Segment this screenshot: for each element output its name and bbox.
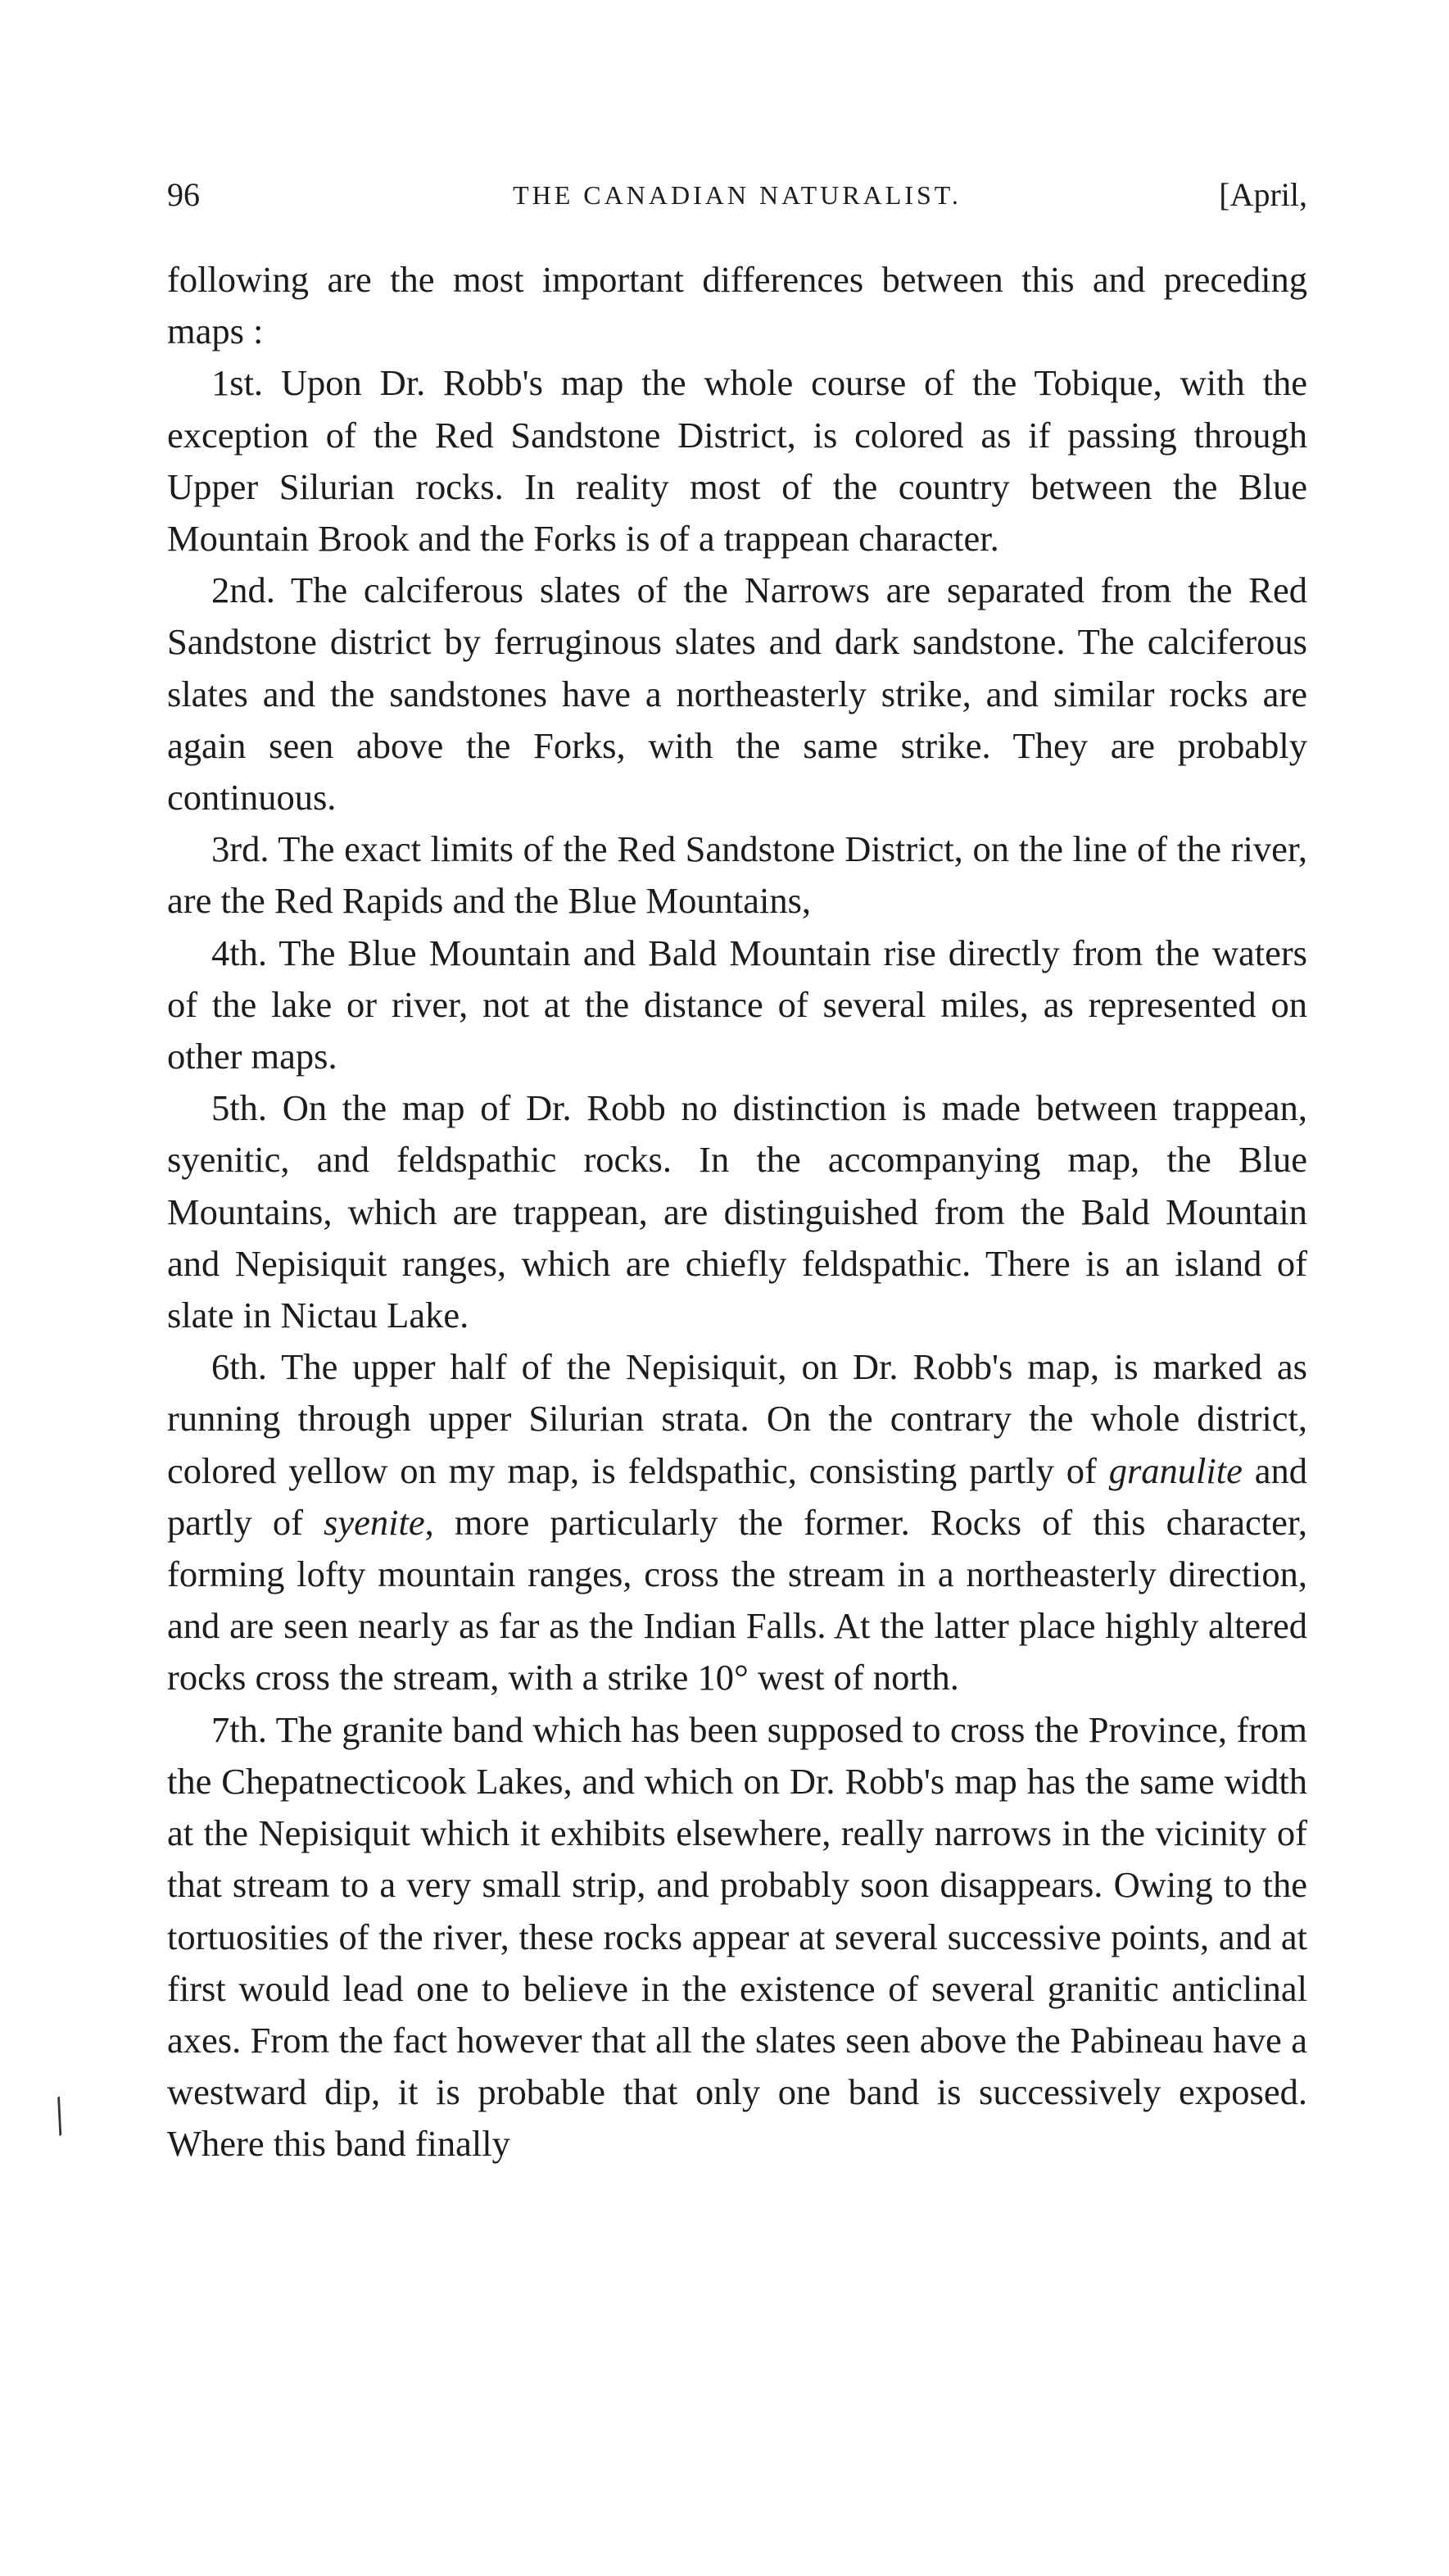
paragraph-6th-part-1: 6th. The upper half of the Nepisiquit, on Dr. Robb's map, is marked as running through upper Silurian strata. On the contrary the whole district, colored yellow on my map, is feldspathic, consisting partly of — [167, 1346, 1307, 1491]
paragraph-6th-part-3: , more particularly the former. Rocks of this character, forming lofty mountain ranges, cross the stream in a northeasterly direction, and are seen nearly as far as the Indian Falls. At the latter place highly altered rocks cross the stream, with a strike 10° west of north. — [167, 1501, 1307, 1698]
italic-granulite: granulite — [1108, 1449, 1243, 1491]
paragraph-2nd: 2nd. The calciferous slates of the Narrows are separated from the Red Sandstone district by ferruginous slates and dark sandstone. The calciferous slates and the sandstones have a northeasterly strike, and similar rocks are again seen above the Forks, with the same strike. They are probably continuous. — [167, 569, 1307, 819]
paragraph-1st: 1st. Upon Dr. Robb's map the whole course of the Tobique, with the exception of the Red Sandstone District, is colored as if passing through Upper Silurian rocks. In reality most of the country between the Blue Mountain Brook and the Forks is of a trappean character. — [167, 362, 1307, 560]
page-header — [167, 169, 1307, 221]
body-text — [167, 254, 1307, 2170]
running-title: THE CANADIAN NATURALIST. — [513, 180, 962, 210]
paragraph-6th — [167, 1341, 1307, 1703]
paragraph-5th: 5th. On the map of Dr. Robb no distinction is made between trappean, syenitic, and feldspathic rocks. In the accompanying map, the Blue Mountains, which are trappean, are distinguished from the Bald Mountain and Nepisiquit ranges, which are chiefly feldspathic. There is an island of slate in Nictau Lake. — [167, 1087, 1307, 1336]
italic-syenite: syenite — [324, 1501, 425, 1543]
paragraph-7th: 7th. The granite band which has been supposed to cross the Province, from the Chepatnecticook Lakes, and which on Dr. Robb's map has the same width at the Nepisiquit which it exhibits elsewhere, really narrows in the vicinity of that stream to a very small strip, and probably soon disappears. Owing to the tortuosities of the river, these rocks appear at several successive points, and at first would lead one to believe in the existence of several granitic anticlinal axes. From the fact however that all the slates seen above the Pabineau have a westward dip, it is probable that only one band is successively exposed. Where this band finally — [167, 1708, 1307, 2165]
header-month: [April, — [1219, 176, 1307, 213]
margin-pencil-mark: ╱ — [43, 2098, 76, 2135]
paragraph-3rd: 3rd. The exact limits of the Red Sandstone District, on the line of the river, are the Red Rapids and the Blue Mountains, — [167, 828, 1307, 922]
page-number: 96 — [167, 176, 200, 213]
paragraph-4th: 4th. The Blue Mountain and Bald Mountain rise directly from the waters of the lake or river, not at the distance of several miles, as represented on other maps. — [167, 932, 1307, 1077]
paragraph-intro: following are the most important differences between this and preceding maps : — [167, 259, 1307, 352]
book-page — [167, 169, 1307, 2170]
paragraph-6th-part-2: and partly of — [167, 1449, 1307, 1543]
